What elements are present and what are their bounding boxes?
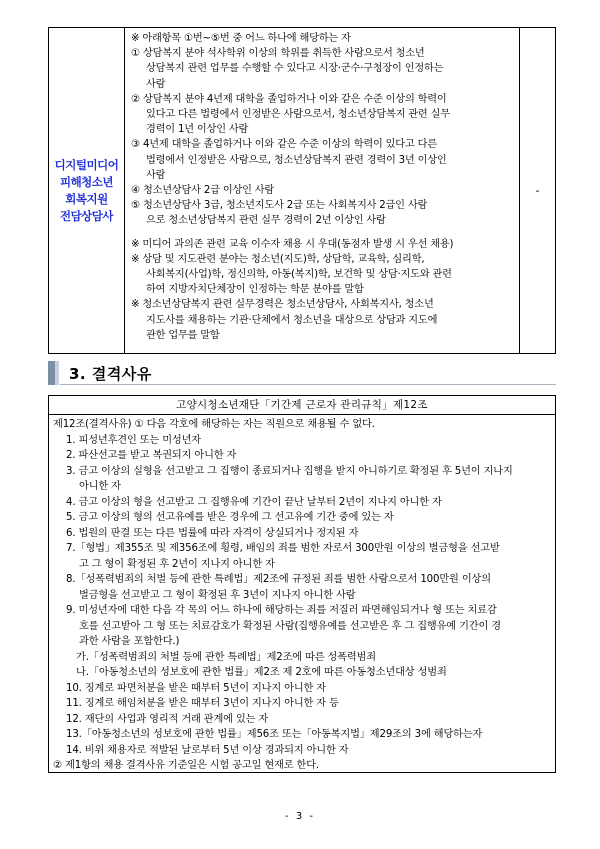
- criteria-line: [131, 229, 513, 237]
- heading-underline: [60, 384, 556, 385]
- criteria-line: ② 상담복지 분야 4년제 대학을 졸업하거나 이와 같은 수준 이상의 학력이: [131, 93, 447, 105]
- rule-line: 7.「형법」제355조 및 제356조에 횡령, 배임의 죄를 범한 자로서 300만원 이상의 벌금형을 선고받: [66, 543, 500, 554]
- rule-line: 고 그 형이 확정된 후 2년이 지나지 아니한 자: [79, 558, 275, 570]
- page-number: - 3 -: [285, 811, 315, 822]
- criteria-line: 으로 청소년상담복지 관련 실무 경력이 2년 이상인 사람: [146, 215, 386, 227]
- criteria-line: ④ 청소년상담사 2급 이상인 사람: [131, 185, 275, 197]
- rule-line: 12. 재단의 사업과 영리적 거래 관계에 있는 자: [66, 713, 269, 725]
- rule-line: 나.「아동청소년의 성보호에 관한 법률」제2조 제 2호에 따른 아동청소년대상 성범죄: [76, 667, 447, 678]
- criteria-line: ⑤ 청소년상담사 3급, 청소년지도사 2급 또는 사회복지사 2급인 사람: [131, 200, 428, 212]
- section-title: 3. 결격사유: [69, 365, 152, 383]
- rule-line: 9. 미성년자에 대한 다음 각 목의 어느 하나에 해당하는 죄를 저질러 파면해임되거나 형 또는 치료감: [66, 605, 497, 616]
- criteria-line: 지도사를 채용하는 기관·단체에서 청소년을 대상으로 상담과 지도에: [146, 314, 438, 326]
- position-title-line: 피해청소년: [59, 174, 114, 189]
- criteria-line: ※ 상담 및 지도관련 분야는 청소년(지도)학, 상담학, 교육학, 심리학,: [131, 253, 425, 265]
- rule-line: 4. 금고 이상의 형을 선고받고 그 집행유예 기간이 끝난 날부터 2년이 지나지 아니한 자: [66, 496, 442, 508]
- heading-accent-bar-light: [55, 361, 59, 385]
- rule-line: 5. 금고 이상의 형의 선고유예를 받은 경우에 그 선고유예 기간 중에 있는 자: [66, 512, 394, 523]
- rule-box-header: 고양시청소년재단「기간제 근로자 관리규칙」제12조: [49, 396, 555, 415]
- position-title-cell: [49, 28, 125, 353]
- rule-line: 호를 선고받아 그 형 또는 치료감호가 확정된 사람(집행유예를 선고받은 후 그 집행유예 기간이 경: [79, 620, 501, 632]
- rule-line: 아니한 자: [79, 481, 121, 492]
- rule-line: 8.「성폭력범죄의 처벌 등에 관한 특례법」제2조에 규정된 죄를 범한 사람으로서 100만원 이상의: [66, 574, 491, 585]
- criteria-line: ※ 청소년상담복지 관련 실무경력은 청소년상담사, 사회복지사, 청소년: [131, 299, 434, 311]
- position-title-line: 전담상담사: [59, 208, 114, 223]
- section-heading: [48, 361, 556, 385]
- criteria-line: 법령에서 인정받은 사람으로, 청소년상담복지 관련 경력이 3년 이상인: [146, 154, 447, 166]
- rule-line: 벌금형을 선고받고 그 형이 확정된 후 3년이 지나지 아니한 사람: [79, 589, 356, 601]
- position-title-line: 회복지원: [65, 191, 108, 206]
- rule-line: 제12조(결격사유) ① 다음 각호에 해당하는 자는 직원으로 채용될 수 없다.: [53, 419, 375, 430]
- rule-line: 14. 비위 채용자로 적발된 날로부터 5년 이상 경과되지 아니한 자: [66, 744, 349, 756]
- criteria-line: 관한 업무를 말함: [146, 329, 220, 341]
- rule-box-body: [49, 415, 555, 774]
- criteria-line: 사회복지(사업)학, 정신의학, 아동(복지)학, 보건학 및 상담·지도와 관련: [146, 269, 452, 281]
- disqualification-rule-box: [48, 395, 556, 773]
- qualification-criteria-cell: [125, 28, 520, 353]
- criteria-line: 하여 지방자치단체장이 인정하는 학문 분야를 말함: [146, 284, 364, 296]
- rule-line: ② 제1항의 채용 결격사유 기준일은 시험 공고일 현재로 한다.: [53, 760, 320, 771]
- criteria-line: 상담복지 관련 업무를 수행할 수 있다고 시장·군수·구청장이 인정하는: [146, 63, 444, 75]
- requirements-table: [48, 27, 556, 354]
- criteria-line: 사람: [146, 169, 166, 181]
- criteria-line: 경력이 1년 이상인 사람: [146, 124, 249, 136]
- criteria-line: 있다고 다른 법령에서 인정받은 사람으로서, 청소년상담복지 관련 실무: [146, 109, 450, 121]
- remarks-cell: [520, 28, 555, 353]
- rule-line: 가.「성폭력범죄의 처벌 등에 관한 특례법」제2조에 따른 성폭력범죄: [76, 651, 376, 663]
- remarks-value: -: [535, 184, 540, 197]
- criteria-line: ※ 미디어 과의존 관련 교육 이수자 채용 시 우대(동점자 발생 시 우선 채용): [131, 238, 454, 250]
- rule-line: 13.「아동청소년의 성보호에 관한 법률」제56조 또는「아동복지법」제29조의 3에 해당하는자: [66, 729, 483, 740]
- rule-line: 2. 파산선고를 받고 복권되지 아니한 자: [66, 450, 237, 461]
- rule-line: 3. 금고 이상의 실형을 선고받고 그 집행이 종료되거나 집행을 받지 아니하기로 확정된 후 5년이 지나지: [66, 465, 513, 477]
- criteria-line: ※ 아래항목 ①번~⑤번 중 어느 하나에 해당하는 자: [131, 33, 351, 44]
- rule-line: 과한 사람을 포함한다.): [79, 636, 180, 647]
- position-title-line: 디지털미디어: [54, 157, 119, 172]
- rule-line: 11. 징계로 해임처분을 받은 때부터 3년이 지나지 아니한 자 등: [66, 698, 339, 709]
- criteria-line: ③ 4년제 대학을 졸업하거나 이와 같은 수준 이상의 학력이 있다고 다른: [131, 139, 437, 151]
- heading-accent-bar: [48, 361, 55, 385]
- criteria-line: ① 상담복지 분야 석사학위 이상의 학위를 취득한 사람으로서 청소년: [131, 48, 425, 60]
- rule-line: 10. 징계로 파면처분을 받은 때부터 5년이 지나지 아니한 자: [66, 682, 326, 694]
- criteria-line: 사람: [146, 78, 166, 90]
- rule-line: 6. 법원의 판결 또는 다른 법률에 따라 자격이 상실되거나 정지된 자: [66, 527, 359, 539]
- rule-line: 1. 피성년후견인 또는 미성년자: [66, 434, 201, 446]
